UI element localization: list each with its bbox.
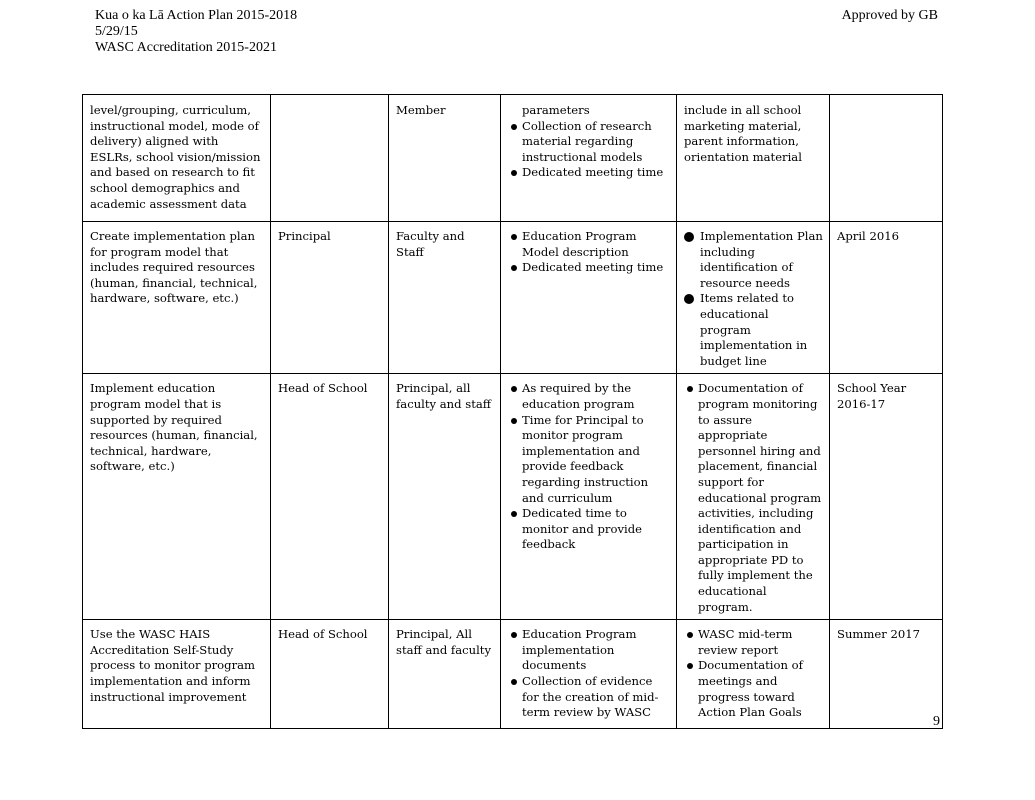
evidence-cell xyxy=(677,222,830,374)
list-item: Collection of evidence for the creation of mid-term review by WASC xyxy=(508,674,670,721)
responsible-cell: Head of School xyxy=(271,374,389,620)
resources-list xyxy=(508,381,670,553)
collaborators-cell: Faculty and Staff xyxy=(389,222,501,374)
accreditation-line: WASC Accreditation 2015-2021 xyxy=(95,40,277,55)
resources-cell xyxy=(501,95,677,222)
task-cell: Use the WASC HAIS Accreditation Self-Study process to monitor program implementation and inform instructional improvement xyxy=(83,620,271,729)
list-item: Time for Principal to monitor program implementation and provide feedback regarding instruction and curriculum xyxy=(508,413,670,507)
task-cell: Implement education program model that is supported by required resources (human, financial, technical, hardware, software, etc.) xyxy=(83,374,271,620)
resources-cell xyxy=(501,374,677,620)
page-number: 9 xyxy=(933,714,940,729)
table-row xyxy=(83,222,943,374)
list-item: Dedicated meeting time xyxy=(508,165,670,181)
list-item: Dedicated meeting time xyxy=(508,260,670,276)
collaborators-cell: Principal, All staff and faculty xyxy=(389,620,501,729)
list-item: WASC mid-term review report xyxy=(684,627,823,658)
list-item: Education Program Model description xyxy=(508,229,670,260)
evidence-list xyxy=(684,381,823,615)
list-item: Items related to educational program implementation in budget line xyxy=(684,291,823,369)
table-row xyxy=(83,374,943,620)
collaborators-cell: Member xyxy=(389,95,501,222)
action-plan-table xyxy=(82,94,943,729)
evidence-list xyxy=(684,627,823,721)
timeline-cell: School Year 2016-17 xyxy=(830,374,943,620)
task-cell: Create implementation plan for program model that includes required resources (human, financial, technical, hardware, software, etc.) xyxy=(83,222,271,374)
plan-date: 5/29/15 xyxy=(95,24,138,39)
timeline-cell: April 2016 xyxy=(830,222,943,374)
responsible-cell: Principal xyxy=(271,222,389,374)
list-item: As required by the education program xyxy=(508,381,670,412)
evidence-cell xyxy=(677,374,830,620)
list-item: Documentation of program monitoring to assure appropriate personnel hiring and placement, financial support for educational program activities, including identification and participation in appropriate PD to fully implement the educational program. xyxy=(684,381,823,615)
list-item: Documentation of meetings and progress toward Action Plan Goals xyxy=(684,658,823,720)
task-cell: level/grouping, curriculum, instructional model, mode of delivery) aligned with ESLRs, school vision/mission and based on research to fit school demographics and academic assessment data xyxy=(83,95,271,222)
timeline-cell xyxy=(830,95,943,222)
table-row xyxy=(83,620,943,729)
list-item: Education Program implementation documents xyxy=(508,627,670,674)
collaborators-cell: Principal, all faculty and staff xyxy=(389,374,501,620)
evidence-list xyxy=(684,229,823,369)
timeline-cell: Summer 2017 xyxy=(830,620,943,729)
responsible-cell xyxy=(271,95,389,222)
approval-note: Approved by GB xyxy=(841,8,938,23)
list-item: Collection of research material regarding instructional models xyxy=(508,119,670,166)
evidence-cell xyxy=(677,620,830,729)
plan-title: Kua o ka Lā Action Plan 2015-2018 xyxy=(95,8,298,23)
resources-list xyxy=(508,229,670,276)
table-row xyxy=(83,95,943,222)
document-header xyxy=(95,8,297,56)
resources-list xyxy=(508,627,670,721)
list-item: Dedicated time to monitor and provide feedback xyxy=(508,506,670,553)
resources-cell xyxy=(501,620,677,729)
resources-cell xyxy=(501,222,677,374)
evidence-cell: include in all school marketing material, parent information, orientation material xyxy=(677,95,830,222)
resources-list xyxy=(508,119,670,181)
list-item: Implementation Plan including identification of resource needs xyxy=(684,229,823,291)
responsible-cell: Head of School xyxy=(271,620,389,729)
resources-lead-text: parameters xyxy=(522,103,590,117)
